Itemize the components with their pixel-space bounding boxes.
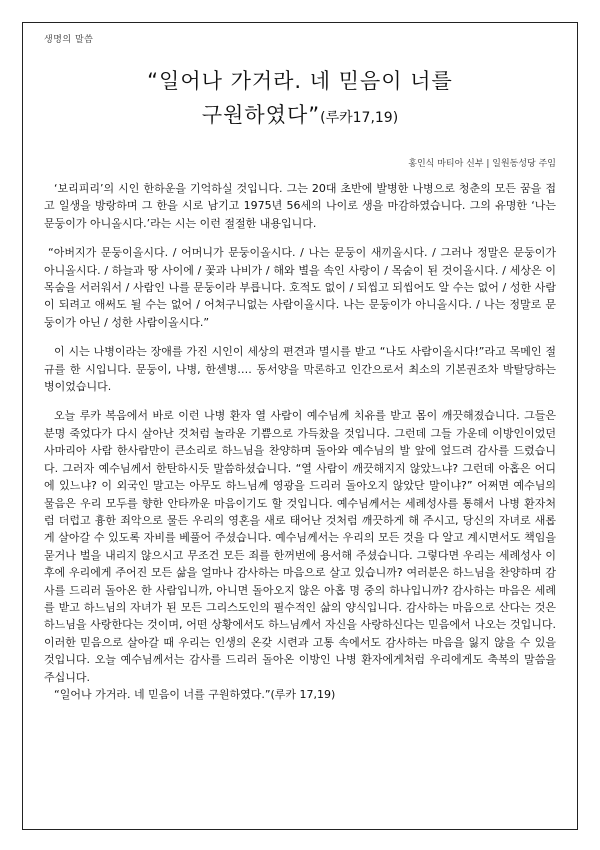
author-byline: 홍인식 마티아 신부 | 일원동성당 주임 — [408, 159, 556, 169]
title-line-2 — [60, 98, 540, 135]
title-reference: (루카17,19) — [320, 110, 399, 126]
article-body — [44, 180, 556, 703]
title-line-1: “일어나 가거라. 네 믿음이 너를 — [147, 69, 453, 93]
paragraph-poem-explanation: 이 시는 나병이라는 장애를 가진 시인이 세상의 편견과 멸시를 받고 “나도 사람이올시다!”라고 목메인 절규를 한 시입니다. 문둥이, 나병, 한센병…. 동서양을 막론하고 인간으로서 최소의 기본권조차 박탈당하는 병이었습니다. — [44, 345, 556, 394]
paragraph-gospel-reflection: 오늘 루카 복음에서 바로 이런 나병 환자 열 사람이 예수님께 치유를 받고 몸이 깨끗해졌습니다. 그들은 분명 죽었다가 다시 살아난 것처럼 놀라운 기쁨으로 가득찼을 것입니다. 그런데 그들 가운데 이방인이었던 사마리아 사람 한사람만이 큰소리로 하느님을 찬양하며 돌아와 예수님의 발 앞에 엎드려 감사를 드렸습니다. 그러자 예수님께서 한탄하시듯 말씀하셨습니다. “열 사람이 깨끗해지지 않았느냐? 그런데 아홉은 어디에 있느냐? 이 외국인 말고는 아무도 하느님께 영광을 드리러 돌아오지 않았단 말이냐?” 어쩌면 예수님의 물음은 우리 모두를 향한 안타까운 마음이기도 할 것입니다. 예수님께서는 세례성사를 통해서 나병 환자처럼 더럽고 흉한 죄악으로 물든 우리의 영혼을 새로 태어난 것처럼 깨끗하게 해 주시고, 당신의 자녀로 새롭게 살아갈 수 있도록 자비를 베풀어 주셨습니다. 예수님께서는 우리의 모든 것을 다 알고 계시면서도 책임을 묻거나 벌을 내리지 않으시고 무조건 모든 죄를 한꺼번에 용서해 주셨습니다. 그렇다면 우리는 세례성사 이후에 우리에게 주어진 모든 삶을 얼마나 감사하는 마음으로 살고 있습니까? 여러분은 하느님을 찬양하며 감사를 드리러 돌아온 한 사람입니까, 아니면 돌아오지 않은 아홉 명 중의 하나입니까? 감사하는 마음은 세례를 받고 하느님의 자녀가 된 모든 그리스도인의 필수적인 삶의 양식입니다. 감사하는 마음으로 산다는 것은 하느님을 사랑한다는 것이며, 어떤 상황에서도 하느님께서 자신을 사랑하신다는 믿음에서 나오는 것입니다. 이러한 믿음으로 살아갈 때 우리는 인생의 온갖 시련과 고통 속에서도 감사하는 마음을 잃지 않을 수 있을 것입니다. 오늘 예수님께서는 감사를 드리러 돌아온 이방인 나병 환자에게처럼 우리에게도 축복의 말씀을 주십니다. — [44, 409, 556, 684]
closing-quote: “일어나 가거라. 네 믿음이 너를 구원하였다.”(루카 17,19) — [54, 687, 336, 701]
title-line-2-text: 구원하였다” — [201, 103, 321, 127]
poem-quote: “아버지가 문둥이올시다. / 어머니가 문둥이올시다. / 나는 문둥이 새끼올시다. / 그러나 정말은 문둥이가 아니올시다. / 하늘과 땅 사이에 / 꽃과 나비가 / 해와 별을 속인 사랑이 / 목숨이 된 것이올시다. / 세상은 이 목숨을 서러워서 / 사람인 나를 문둥이라 부릅니다. 호적도 없이 / 되씹고 되씹어도 알 수는 없어 / 성한 사람이 되려고 애써도 될 수는 없어 / 어쳐구니없는 사람이올시다. 나는 문둥이가 아니올시다. / 나는 정말로 문둥이가 아닌 / 성한 사람이올시다.” — [44, 246, 556, 329]
section-label: 생명의 말씀 — [44, 35, 94, 45]
paragraph-intro: ‘보리피리’의 시인 한하운을 기억하실 것입니다. 그는 20대 초반에 발병한 나병으로 청춘의 모든 꿈을 접고 일생을 방랑하며 그 한을 시로 남기고 1975년 56세의 나이로 생을 마감하였습니다. 그의 유명한 ‘나는 문둥이가 아니올시다.’라는 시는 이런 절절한 내용입니다. — [44, 182, 556, 230]
page-title — [60, 64, 540, 135]
